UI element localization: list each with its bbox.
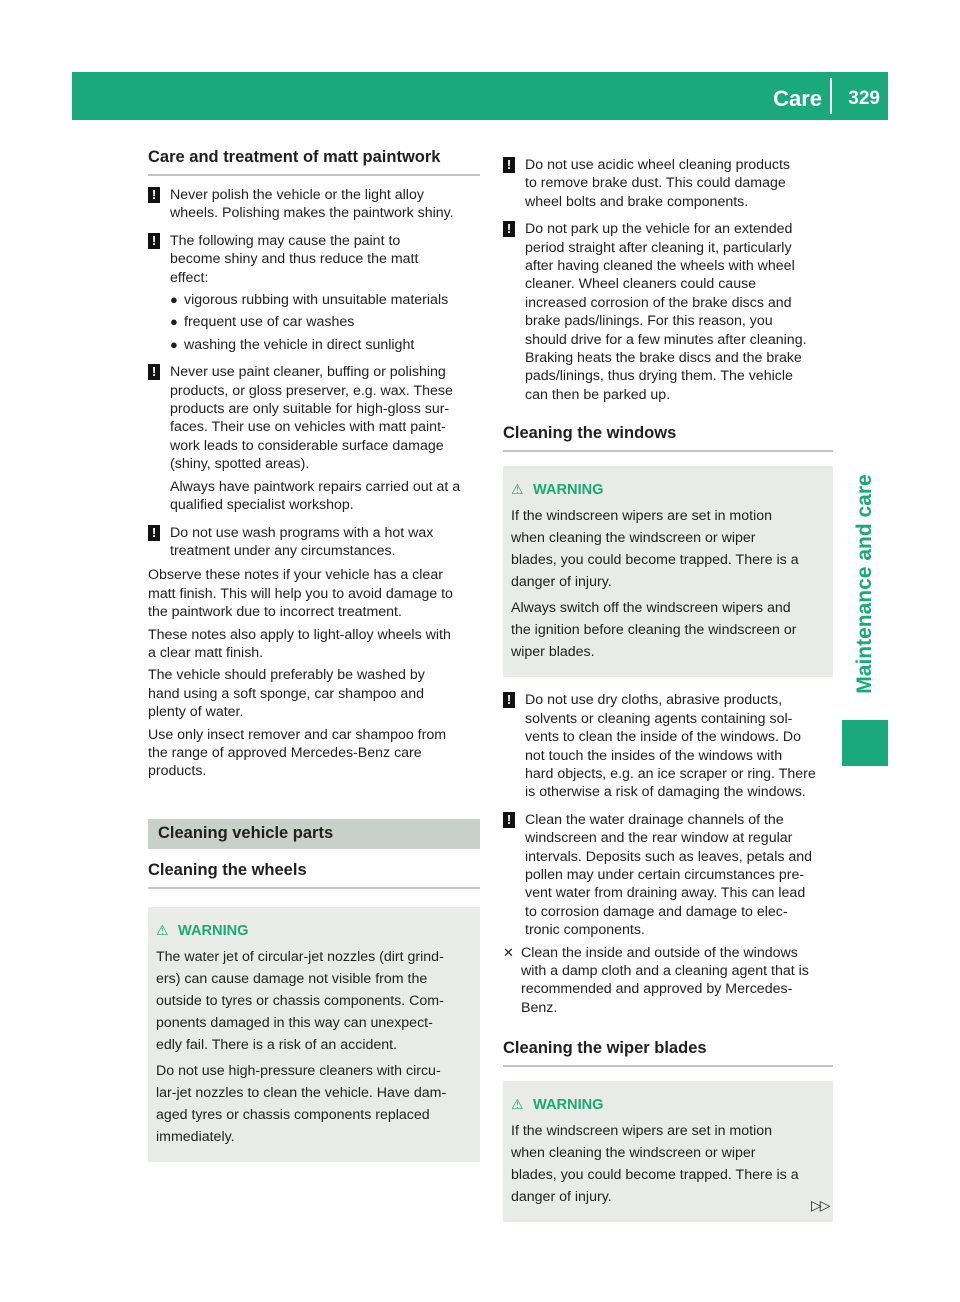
- action-arrow-icon: ✕: [503, 944, 514, 960]
- heading-matt-paintwork: Care and treatment of matt paintwork: [148, 146, 480, 176]
- exclamation-note-icon: !: [503, 692, 515, 708]
- warning-box: [148, 907, 480, 1162]
- list-item: ● frequent use of car washes: [170, 314, 355, 331]
- exclamation-note-icon: !: [148, 233, 160, 249]
- warning-header: ⚠ WARNING: [511, 478, 825, 501]
- note: ! The following may cause the paint to become shiny and thus reduce the matt effect:: [148, 232, 480, 287]
- warning-triangle-icon: ⚠: [511, 481, 524, 498]
- heading-cleaning-windows: Cleaning the windows: [503, 422, 833, 452]
- left-column: [148, 146, 480, 1176]
- instruction-step: ✕ Clean the inside and outside of the windows with a damp cloth and a cleaning agent that is recommended and approved by Mercedes- Benz.: [503, 944, 809, 1016]
- note: ! Do not use dry cloths, abrasive products, solvents or cleaning agents containing sol- vents to clean the inside of the windows. Do not touch the insides of the windows with hard objects, e.g. an ice scraper or ring. There is otherwise a risk of damaging the windows.: [503, 691, 833, 801]
- warning-text: If the windscreen wipers are set in motion when cleaning the windscreen or wiper blades, you could become trapped. There is a danger of injury.: [511, 508, 799, 591]
- section-title: Care: [773, 86, 822, 111]
- bullet-dot-icon: ●: [170, 336, 178, 352]
- warning-box: [503, 466, 833, 677]
- exclamation-note-icon: !: [148, 525, 160, 541]
- note: ! Never use paint cleaner, buffing or polishing products, or gloss preserver, e.g. wax. These products are only suitable for high-gloss sur- faces. Their use on vehicles with matt paint- work leads to considerable surface damage (shiny, spotted areas).: [148, 363, 480, 473]
- warning-text: If the windscreen wipers are set in motion when cleaning the windscreen or wiper blades, you could become trapped. There is a danger of injury.: [511, 1123, 799, 1206]
- paragraph: The vehicle should preferably be washed by hand using a soft sponge, car shampoo and plenty of water.: [148, 667, 425, 721]
- list-item: ● vigorous rubbing with unsuitable materials: [170, 292, 449, 309]
- note: ! Do not park up the vehicle for an extended period straight after cleaning it, particularly after having cleaned the wheels with wheel cleaner. Wheel cleaners could cause increased corrosion of the brake discs and brake pads/linings. For this reason, you should drive for a few minutes after cleaning. Braking heats the brake discs and the brake pads/linings, thus drying them. The vehicle can then be parked up.: [503, 220, 833, 404]
- side-tab-label: Maintenance and care: [853, 474, 876, 694]
- warning-triangle-icon: ⚠: [156, 921, 169, 938]
- exclamation-note-icon: !: [503, 221, 515, 237]
- warning-text: Do not use high-pressure cleaners with circu- lar-jet nozzles to clean the vehicle. Have dam- aged tyres or chassis components replaced immediately.: [156, 1062, 447, 1145]
- paragraph: These notes also apply to light-alloy wheels with a clear matt finish.: [148, 626, 451, 661]
- section-band-heading: Cleaning vehicle parts: [148, 819, 480, 849]
- warning-triangle-icon: ⚠: [511, 1096, 524, 1113]
- bullet-dot-icon: ●: [170, 292, 178, 308]
- warning-header: ⚠ WARNING: [156, 919, 472, 942]
- list-item: ● washing the vehicle in direct sunlight: [170, 336, 415, 353]
- heading-cleaning-wheels: Cleaning the wheels: [148, 859, 480, 889]
- paragraph: Observe these notes if your vehicle has a clear matt finish. This will help you to avoid damage to the paintwork due to incorrect treatment.: [148, 567, 453, 621]
- heading-cleaning-wiper-blades: Cleaning the wiper blades: [503, 1037, 833, 1067]
- paragraph: Use only insect remover and car shampoo from the range of approved Mercedes-Benz care products.: [148, 726, 447, 780]
- header-divider: [830, 78, 832, 114]
- exclamation-note-icon: !: [148, 187, 160, 203]
- note: ! Never polish the vehicle or the light alloy wheels. Polishing makes the paintwork shiny.: [148, 186, 480, 223]
- side-tab-marker: [842, 720, 888, 766]
- exclamation-note-icon: !: [503, 157, 515, 173]
- exclamation-note-icon: !: [148, 364, 160, 380]
- warning-header: ⚠ WARNING: [511, 1093, 825, 1116]
- note: ! Clean the water drainage channels of the windscreen and the rear window at regular intervals. Deposits such as leaves, petals and pollen may under certain circumstances pre- vent water from draining away. This can lead to corrosion damage and damage to elec- tronic components.: [503, 811, 833, 940]
- exclamation-note-icon: !: [503, 812, 515, 828]
- warning-text: The water jet of circular-jet nozzles (dirt grind- ers) can cause damage not visible from the outside to tyres or chassis components. Com- ponents damaged in this way can unexpect- edly fail. There is a risk of an accident.: [156, 948, 444, 1053]
- warning-text: Always switch off the windscreen wipers and the ignition before cleaning the windscreen or wiper blades.: [511, 600, 797, 661]
- note-continuation: Always have paintwork repairs carried out at a qualified specialist workshop.: [170, 478, 461, 514]
- note: ! Do not use wash programs with a hot wax treatment under any circumstances.: [148, 524, 480, 561]
- warning-box: [503, 1081, 833, 1222]
- header-bar: [72, 72, 888, 120]
- side-tab: [842, 470, 888, 698]
- right-column: [503, 156, 833, 1236]
- page-number: 329: [848, 88, 880, 109]
- bullet-dot-icon: ●: [170, 314, 178, 330]
- continue-arrows-icon: ▷▷: [811, 1197, 829, 1213]
- note: ! Do not use acidic wheel cleaning products to remove brake dust. This could damage wheel bolts and brake components.: [503, 156, 833, 211]
